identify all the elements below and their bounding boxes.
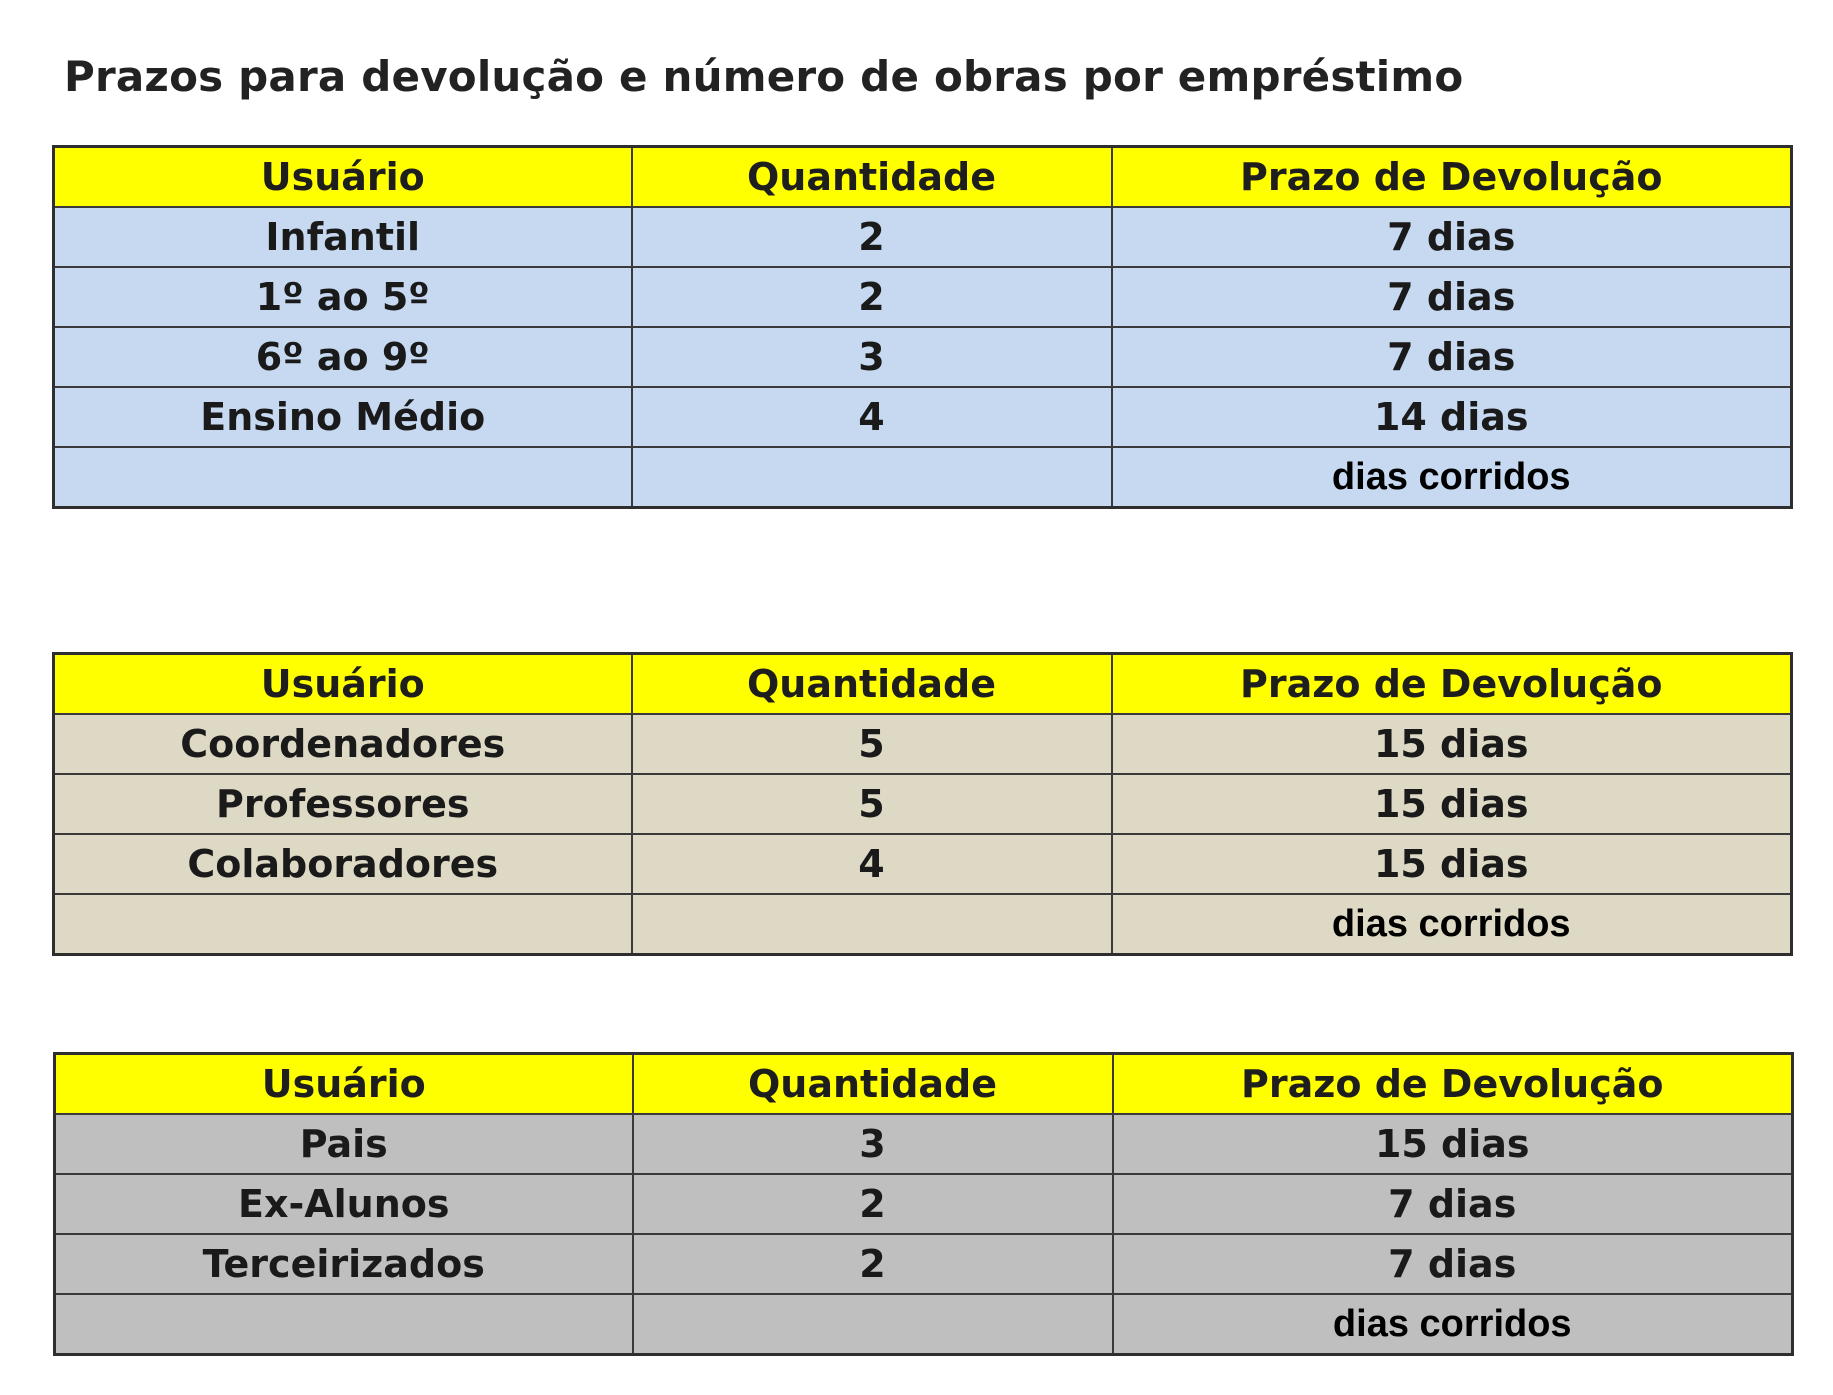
table-row [54, 774, 1792, 834]
cell-usuario: Colaboradores [54, 834, 632, 894]
cell-prazo: 14 dias [1112, 387, 1792, 447]
table-row [55, 1174, 1793, 1234]
cell-prazo: 7 dias [1112, 267, 1792, 327]
cell-prazo: 15 dias [1112, 714, 1792, 774]
note-dias-corridos: dias corridos [1112, 447, 1792, 508]
table-header-row [55, 1054, 1793, 1115]
table-note-row [54, 894, 1792, 955]
cell-quantidade: 5 [632, 714, 1112, 774]
header-usuario: Usuário [55, 1054, 633, 1115]
cell-quantidade: 2 [632, 267, 1112, 327]
cell-quantidade: 3 [633, 1114, 1113, 1174]
header-quantidade: Quantidade [632, 147, 1112, 208]
page-title: Prazos para devolução e número de obras por empréstimo [64, 52, 1464, 101]
cell-empty [633, 1294, 1113, 1355]
cell-prazo: 7 dias [1113, 1234, 1793, 1294]
header-quantidade: Quantidade [632, 654, 1112, 715]
note-dias-corridos: dias corridos [1112, 894, 1792, 955]
cell-quantidade: 3 [632, 327, 1112, 387]
cell-usuario: Terceirizados [55, 1234, 633, 1294]
table-row [54, 714, 1792, 774]
cell-prazo: 7 dias [1112, 207, 1792, 267]
header-prazo: Prazo de Devolução [1112, 147, 1792, 208]
header-usuario: Usuário [54, 654, 632, 715]
cell-empty [55, 1294, 633, 1355]
cell-usuario: 6º ao 9º [54, 327, 632, 387]
table-row [54, 207, 1792, 267]
cell-prazo: 15 dias [1112, 774, 1792, 834]
cell-usuario: Ensino Médio [54, 387, 632, 447]
table-header-row [54, 654, 1792, 715]
cell-usuario: Ex-Alunos [55, 1174, 633, 1234]
header-prazo: Prazo de Devolução [1113, 1054, 1793, 1115]
cell-usuario: 1º ao 5º [54, 267, 632, 327]
table-row [54, 834, 1792, 894]
cell-prazo: 7 dias [1113, 1174, 1793, 1234]
cell-quantidade: 4 [632, 834, 1112, 894]
cell-quantidade: 5 [632, 774, 1112, 834]
cell-usuario: Professores [54, 774, 632, 834]
cell-quantidade: 2 [633, 1234, 1113, 1294]
header-quantidade: Quantidade [633, 1054, 1113, 1115]
table-header-row [54, 147, 1792, 208]
cell-usuario: Coordenadores [54, 714, 632, 774]
cell-usuario: Infantil [54, 207, 632, 267]
cell-prazo: 15 dias [1113, 1114, 1793, 1174]
cell-empty [54, 447, 632, 508]
table-row [54, 327, 1792, 387]
header-prazo: Prazo de Devolução [1112, 654, 1792, 715]
cell-quantidade: 4 [632, 387, 1112, 447]
cell-usuario: Pais [55, 1114, 633, 1174]
table-row [54, 267, 1792, 327]
cell-empty [54, 894, 632, 955]
table-note-row [55, 1294, 1793, 1355]
cell-empty [632, 894, 1112, 955]
loan-table-others [53, 1052, 1794, 1356]
cell-prazo: 7 dias [1112, 327, 1792, 387]
table-note-row [54, 447, 1792, 508]
loan-table-staff [52, 652, 1793, 956]
cell-quantidade: 2 [632, 207, 1112, 267]
table-row [54, 387, 1792, 447]
table-row [55, 1114, 1793, 1174]
note-dias-corridos: dias corridos [1113, 1294, 1793, 1355]
table-row [55, 1234, 1793, 1294]
cell-prazo: 15 dias [1112, 834, 1792, 894]
loan-table-students [52, 145, 1793, 509]
cell-quantidade: 2 [633, 1174, 1113, 1234]
cell-empty [632, 447, 1112, 508]
header-usuario: Usuário [54, 147, 632, 208]
